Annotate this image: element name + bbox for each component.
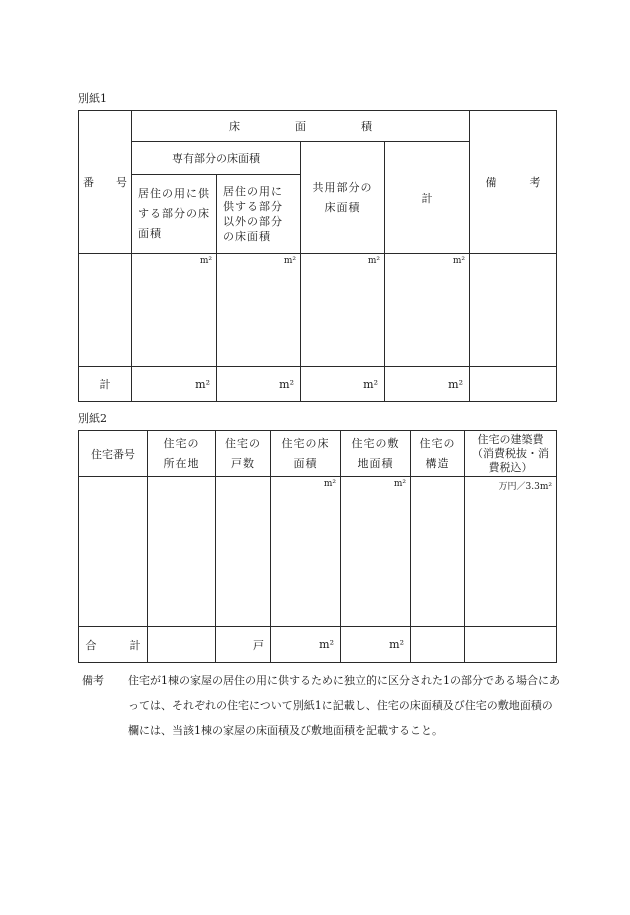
data-cell-housing-number[interactable] [79,477,148,627]
data-cell-structure[interactable] [411,477,465,627]
total-shared[interactable]: m² [301,367,385,402]
remarks-text: 住宅が1棟の家屋の居住の用に供するために独立的に区分された1の部分である場合にあっては、それぞれの住宅について別紙1に記載し、住宅の床面積及び住宅の敷地面積の欄には、当該1棟の家屋の床面積及び敷地面積を記載すること。 [128,674,560,737]
col-site-area: 住宅の敷地面積 [341,431,411,477]
col-remarks: 備 考 [470,111,557,254]
total-site-area[interactable]: m² [341,627,411,663]
total-remarks[interactable] [470,367,557,402]
data-cell-remarks[interactable] [470,254,557,367]
total-floor-area[interactable]: m² [271,627,341,663]
col-units: 住宅の戸数 [216,431,271,477]
data-cell-location[interactable] [148,477,216,627]
total-structure[interactable] [411,627,465,663]
data-cell-shared[interactable]: m² [301,254,385,367]
col-residential: 居住の用に供する部分の床面積 [132,175,217,254]
data-cell-number[interactable] [79,254,132,367]
data-cell-residential[interactable]: m² [132,254,217,367]
remarks-note [82,668,562,743]
total-total[interactable]: m² [385,367,470,402]
data-cell-cost[interactable]: 万円／3.3m² [465,477,557,627]
col-cost: 住宅の建築費（消費税抜・消費税込） [465,431,557,477]
total-row-label: 計 [79,367,132,402]
sheet1-label: 別紙1 [78,92,107,105]
total-non-residential[interactable]: m² [217,367,301,402]
total-residential[interactable]: m² [132,367,217,402]
remarks-heading: 備考 [82,674,104,687]
total-cost[interactable] [465,627,557,663]
col-shared: 共用部分の床面積 [301,142,385,254]
header-floor-area: 床 面 積 [132,111,470,142]
col-total: 計 [385,142,470,254]
sheet1-table [78,110,557,402]
sheet2-table [78,430,557,663]
data-cell-units[interactable] [216,477,271,627]
data-cell-total[interactable]: m² [385,254,470,367]
data-cell-floor-area[interactable]: m² [271,477,341,627]
total-location[interactable] [148,627,216,663]
data-cell-non-residential[interactable]: m² [217,254,301,367]
col-location: 住宅の所在地 [148,431,216,477]
col-housing-number: 住宅番号 [79,431,148,477]
col-structure: 住宅の構造 [411,431,465,477]
total-row-label: 合 計 [79,627,148,663]
col-non-residential: 居住の用に供する部分以外の部分の床面積 [217,175,301,254]
col-number: 番 号 [79,111,132,254]
col-floor-area: 住宅の床面積 [271,431,341,477]
sheet2-label: 別紙2 [78,412,107,425]
data-cell-site-area[interactable]: m² [341,477,411,627]
header-exclusive-area: 専有部分の床面積 [132,142,301,175]
total-units[interactable]: 戸 [216,627,271,663]
